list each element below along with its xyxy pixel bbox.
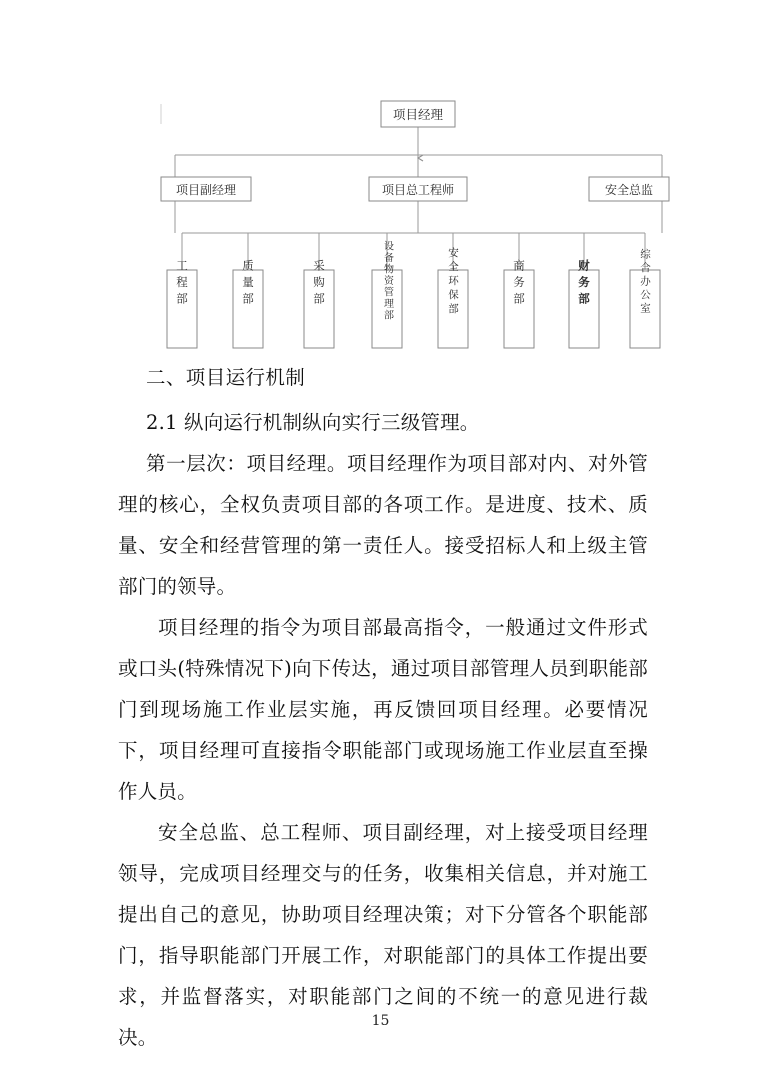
org-label-general-office: 综合办公室 — [639, 248, 651, 316]
org-label-engineering-dept: 工程部 — [175, 259, 189, 309]
org-label-equipment-materials-dept: 设备物资管理部 — [381, 240, 393, 322]
org-node-equipment-materials-dept[interactable] — [372, 241, 402, 348]
org-label-procurement-dept: 采购部 — [312, 259, 326, 309]
org-node-safety-environment-dept[interactable] — [438, 246, 468, 348]
page-number: 15 — [371, 1013, 390, 1029]
org-label-quality-dept: 质量部 — [241, 259, 255, 309]
paragraph-level-one: 第一层次：项目经理。项目经理作为项目部对内、对外管理的核心，全权负责项目部的各项工作。是进度、技术、质量、安全和经营管理的第一责任人。接受招标人和上级主管部门的领导。 — [118, 452, 648, 598]
org-chart-svg — [0, 0, 761, 370]
org-label-finance-dept: 财务部 — [577, 259, 591, 309]
org-label-commerce-dept: 商务部 — [512, 259, 526, 309]
org-label-deputy-manager: 项目副经理 — [175, 183, 237, 197]
paragraph-safety-director-duties: 安全总监、总工程师、项目副经理，对上接受项目经理领导，完成项目经理交与的任务，收集相关信息，并对施工提出自己的意见，协助项目经理决策；对下分管各个职能部门，指导职能部门开展工作，对职能部门的具体工作提出要求，并监督落实，对职能部门之间的不统一的意见进行裁决。 — [118, 821, 648, 1049]
org-node-procurement-dept[interactable] — [304, 259, 334, 348]
paragraph-manager-orders: 项目经理的指令为项目部最高指令，一般通过文件形式或口头(特殊情况下)向下传达，通过项目部管理人员到职能部门到现场施工作业层实施，再反馈回项目经理。必要情况下，项目经理可直接指令职能部门或现场施工作业层直至操作人员。 — [118, 616, 648, 803]
org-node-commerce-dept[interactable] — [504, 258, 534, 348]
org-node-safety-director[interactable] — [589, 177, 669, 201]
document-body — [118, 358, 648, 1058]
org-label-safety-director: 安全总监 — [604, 183, 654, 197]
org-node-chief-engineer[interactable] — [369, 177, 467, 201]
org-label-project-manager: 项目经理 — [392, 107, 444, 122]
org-node-deputy-manager[interactable] — [161, 177, 251, 201]
org-node-finance-dept[interactable] — [569, 258, 599, 348]
org-node-engineering-dept[interactable] — [167, 259, 197, 348]
org-node-project-manager[interactable] — [381, 101, 455, 127]
org-node-quality-dept[interactable] — [233, 258, 263, 348]
section-2-1-line: 2.1 纵向运行机制纵向实行三级管理。 — [146, 411, 480, 434]
org-chart — [0, 0, 761, 370]
scan-artifact — [160, 104, 162, 124]
org-node-general-office[interactable] — [630, 247, 660, 348]
org-label-chief-engineer: 项目总工程师 — [381, 183, 455, 197]
org-label-safety-environment-dept: 安全环保部 — [447, 247, 459, 317]
section-heading: 二、项目运行机制 — [146, 366, 306, 389]
